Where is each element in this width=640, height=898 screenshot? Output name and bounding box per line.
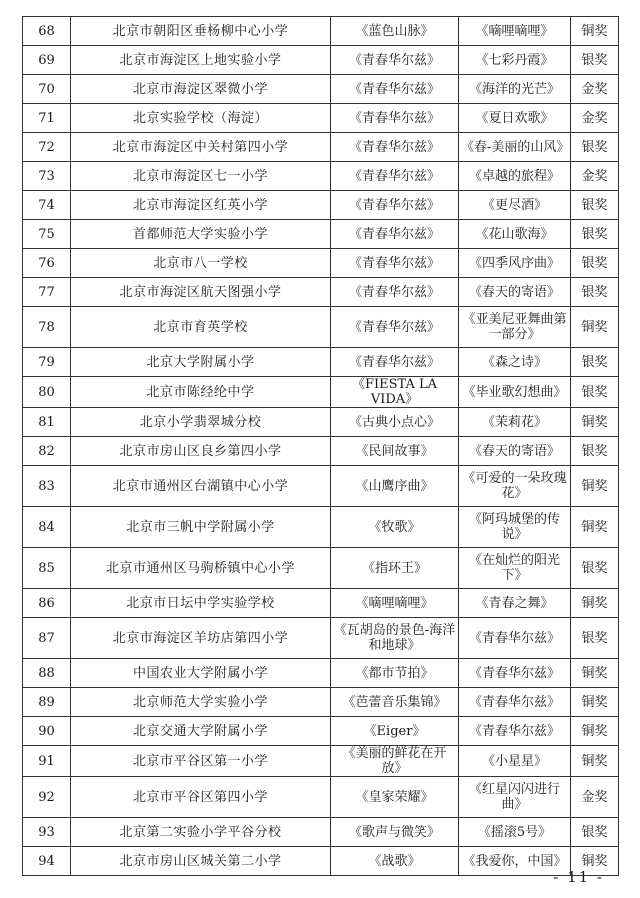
performance-piece-1: 《青春华尔兹》 xyxy=(331,348,459,377)
school-name: 北京市海淀区红英小学 xyxy=(71,191,331,220)
school-name: 北京大学附属小学 xyxy=(71,348,331,377)
row-number: 94 xyxy=(23,847,71,876)
award-level: 铜奖 xyxy=(571,589,619,618)
performance-piece-2: 《森之诗》 xyxy=(459,348,571,377)
performance-piece-2: 《夏日欢歌》 xyxy=(459,104,571,133)
performance-piece-2: 《亚美尼亚舞曲第一部分》 xyxy=(459,307,571,348)
performance-piece-2: 《在灿烂的阳光下》 xyxy=(459,548,571,589)
performance-piece-1: 《青春华尔兹》 xyxy=(331,133,459,162)
table-row xyxy=(23,466,619,507)
award-level: 银奖 xyxy=(571,133,619,162)
performance-piece-2: 《毕业歌幻想曲》 xyxy=(459,377,571,408)
performance-piece-2: 《摇滚5号》 xyxy=(459,818,571,847)
table-row xyxy=(23,548,619,589)
performance-piece-2: 《更尽酒》 xyxy=(459,191,571,220)
school-name: 北京市朝阳区垂杨柳中心小学 xyxy=(71,17,331,46)
award-level: 铜奖 xyxy=(571,507,619,548)
performance-piece-1: 《都市节拍》 xyxy=(331,659,459,688)
award-level: 银奖 xyxy=(571,46,619,75)
table-row xyxy=(23,377,619,408)
performance-piece-2: 《红星闪闪进行曲》 xyxy=(459,777,571,818)
award-level: 金奖 xyxy=(571,162,619,191)
row-number: 70 xyxy=(23,75,71,104)
table-row xyxy=(23,46,619,75)
performance-piece-2: 《我爱你，中国》 xyxy=(459,847,571,876)
award-level: 银奖 xyxy=(571,249,619,278)
school-name: 北京市陈经纶中学 xyxy=(71,377,331,408)
table-row xyxy=(23,618,619,659)
school-name: 北京市海淀区中关村第四小学 xyxy=(71,133,331,162)
performance-piece-1: 《瓦胡岛的景色-海洋和地球》 xyxy=(331,618,459,659)
school-name: 北京交通大学附属小学 xyxy=(71,717,331,746)
table-row xyxy=(23,17,619,46)
performance-piece-1: 《古典小点心》 xyxy=(331,408,459,437)
performance-piece-2: 《小星星》 xyxy=(459,746,571,777)
school-name: 北京市房山区城关第二小学 xyxy=(71,847,331,876)
school-name: 首都师范大学实验小学 xyxy=(71,220,331,249)
table-row xyxy=(23,777,619,818)
performance-piece-2: 《嘀哩嘀哩》 xyxy=(459,17,571,46)
award-level: 银奖 xyxy=(571,437,619,466)
award-level: 铜奖 xyxy=(571,688,619,717)
table-row xyxy=(23,688,619,717)
school-name: 北京市八一学校 xyxy=(71,249,331,278)
table-row xyxy=(23,589,619,618)
performance-piece-2: 《春天的寄语》 xyxy=(459,437,571,466)
performance-piece-1: 《FIESTA LA VIDA》 xyxy=(331,377,459,408)
performance-piece-2: 《花山歌海》 xyxy=(459,220,571,249)
row-number: 85 xyxy=(23,548,71,589)
school-name: 北京市海淀区航天图强小学 xyxy=(71,278,331,307)
table-row xyxy=(23,437,619,466)
table-row xyxy=(23,659,619,688)
performance-piece-2: 《青春华尔兹》 xyxy=(459,688,571,717)
table-row xyxy=(23,249,619,278)
performance-piece-2: 《春-美丽的山风》 xyxy=(459,133,571,162)
row-number: 91 xyxy=(23,746,71,777)
school-name: 北京实验学校（海淀） xyxy=(71,104,331,133)
performance-piece-1: 《民间故事》 xyxy=(331,437,459,466)
row-number: 89 xyxy=(23,688,71,717)
row-number: 78 xyxy=(23,307,71,348)
award-level: 银奖 xyxy=(571,548,619,589)
row-number: 76 xyxy=(23,249,71,278)
performance-piece-1: 《美丽的鲜花在开放》 xyxy=(331,746,459,777)
performance-piece-1: 《嘀哩嘀哩》 xyxy=(331,589,459,618)
row-number: 75 xyxy=(23,220,71,249)
award-level: 铜奖 xyxy=(571,408,619,437)
table-row xyxy=(23,162,619,191)
performance-piece-2: 《青春之舞》 xyxy=(459,589,571,618)
performance-piece-1: 《青春华尔兹》 xyxy=(331,249,459,278)
school-name: 北京市平谷区第四小学 xyxy=(71,777,331,818)
row-number: 79 xyxy=(23,348,71,377)
row-number: 72 xyxy=(23,133,71,162)
school-name: 北京市育英学校 xyxy=(71,307,331,348)
performance-piece-2: 《青春华尔兹》 xyxy=(459,659,571,688)
school-name: 北京市日坛中学实验学校 xyxy=(71,589,331,618)
award-table-body xyxy=(23,17,619,876)
performance-piece-1: 《指环王》 xyxy=(331,548,459,589)
performance-piece-1: 《皇家荣耀》 xyxy=(331,777,459,818)
award-level: 银奖 xyxy=(571,377,619,408)
row-number: 92 xyxy=(23,777,71,818)
table-row xyxy=(23,818,619,847)
award-level: 铜奖 xyxy=(571,847,619,876)
award-level: 铜奖 xyxy=(571,17,619,46)
award-level: 银奖 xyxy=(571,278,619,307)
school-name: 北京市海淀区羊坊店第四小学 xyxy=(71,618,331,659)
row-number: 74 xyxy=(23,191,71,220)
performance-piece-2: 《春天的寄语》 xyxy=(459,278,571,307)
school-name: 北京市海淀区上地实验小学 xyxy=(71,46,331,75)
row-number: 84 xyxy=(23,507,71,548)
performance-piece-1: 《蓝色山脉》 xyxy=(331,17,459,46)
table-row xyxy=(23,717,619,746)
award-level: 铜奖 xyxy=(571,307,619,348)
school-name: 中国农业大学附属小学 xyxy=(71,659,331,688)
performance-piece-1: 《青春华尔兹》 xyxy=(331,191,459,220)
performance-piece-1: 《山鹰序曲》 xyxy=(331,466,459,507)
table-row xyxy=(23,847,619,876)
school-name: 北京小学翡翠城分校 xyxy=(71,408,331,437)
performance-piece-2: 《可爱的一朵玫瑰花》 xyxy=(459,466,571,507)
row-number: 90 xyxy=(23,717,71,746)
table-row xyxy=(23,104,619,133)
performance-piece-2: 《青春华尔兹》 xyxy=(459,717,571,746)
performance-piece-1: 《青春华尔兹》 xyxy=(331,162,459,191)
award-level: 铜奖 xyxy=(571,717,619,746)
row-number: 68 xyxy=(23,17,71,46)
row-number: 82 xyxy=(23,437,71,466)
row-number: 87 xyxy=(23,618,71,659)
school-name: 北京市通州区马驹桥镇中心小学 xyxy=(71,548,331,589)
row-number: 86 xyxy=(23,589,71,618)
performance-piece-1: 《歌声与微笑》 xyxy=(331,818,459,847)
table-row xyxy=(23,307,619,348)
performance-piece-2: 《茉莉花》 xyxy=(459,408,571,437)
row-number: 83 xyxy=(23,466,71,507)
award-level: 银奖 xyxy=(571,191,619,220)
award-level: 铜奖 xyxy=(571,466,619,507)
table-row xyxy=(23,75,619,104)
performance-piece-1: 《Eiger》 xyxy=(331,717,459,746)
row-number: 71 xyxy=(23,104,71,133)
award-table xyxy=(22,16,619,876)
school-name: 北京市海淀区七一小学 xyxy=(71,162,331,191)
row-number: 73 xyxy=(23,162,71,191)
row-number: 69 xyxy=(23,46,71,75)
performance-piece-2: 《七彩丹霞》 xyxy=(459,46,571,75)
row-number: 88 xyxy=(23,659,71,688)
award-level: 银奖 xyxy=(571,618,619,659)
performance-piece-1: 《战歌》 xyxy=(331,847,459,876)
table-row xyxy=(23,348,619,377)
school-name: 北京市三帆中学附属小学 xyxy=(71,507,331,548)
award-level: 金奖 xyxy=(571,75,619,104)
performance-piece-1: 《青春华尔兹》 xyxy=(331,220,459,249)
performance-piece-2: 《卓越的旅程》 xyxy=(459,162,571,191)
award-level: 银奖 xyxy=(571,220,619,249)
table-row xyxy=(23,278,619,307)
performance-piece-2: 《阿玛城堡的传说》 xyxy=(459,507,571,548)
school-name: 北京市海淀区翠微小学 xyxy=(71,75,331,104)
performance-piece-1: 《牧歌》 xyxy=(331,507,459,548)
school-name: 北京市房山区良乡第四小学 xyxy=(71,437,331,466)
table-row xyxy=(23,191,619,220)
award-level: 铜奖 xyxy=(571,659,619,688)
page-number: - 11 - xyxy=(553,868,604,886)
performance-piece-1: 《青春华尔兹》 xyxy=(331,307,459,348)
award-level: 铜奖 xyxy=(571,746,619,777)
award-level: 银奖 xyxy=(571,818,619,847)
table-row xyxy=(23,507,619,548)
performance-piece-2: 《海洋的光芒》 xyxy=(459,75,571,104)
performance-piece-1: 《青春华尔兹》 xyxy=(331,278,459,307)
performance-piece-1: 《青春华尔兹》 xyxy=(331,75,459,104)
table-row xyxy=(23,746,619,777)
award-level: 银奖 xyxy=(571,348,619,377)
table-row xyxy=(23,133,619,162)
award-table-container xyxy=(22,16,618,876)
performance-piece-2: 《青春华尔兹》 xyxy=(459,618,571,659)
school-name: 北京师范大学实验小学 xyxy=(71,688,331,717)
table-row xyxy=(23,408,619,437)
performance-piece-1: 《青春华尔兹》 xyxy=(331,46,459,75)
performance-piece-2: 《四季风序曲》 xyxy=(459,249,571,278)
row-number: 80 xyxy=(23,377,71,408)
school-name: 北京市通州区台湖镇中心小学 xyxy=(71,466,331,507)
row-number: 77 xyxy=(23,278,71,307)
school-name: 北京市平谷区第一小学 xyxy=(71,746,331,777)
award-level: 金奖 xyxy=(571,777,619,818)
award-level: 金奖 xyxy=(571,104,619,133)
row-number: 81 xyxy=(23,408,71,437)
performance-piece-1: 《芭蕾音乐集锦》 xyxy=(331,688,459,717)
table-row xyxy=(23,220,619,249)
row-number: 93 xyxy=(23,818,71,847)
performance-piece-1: 《青春华尔兹》 xyxy=(331,104,459,133)
school-name: 北京第二实验小学平谷分校 xyxy=(71,818,331,847)
